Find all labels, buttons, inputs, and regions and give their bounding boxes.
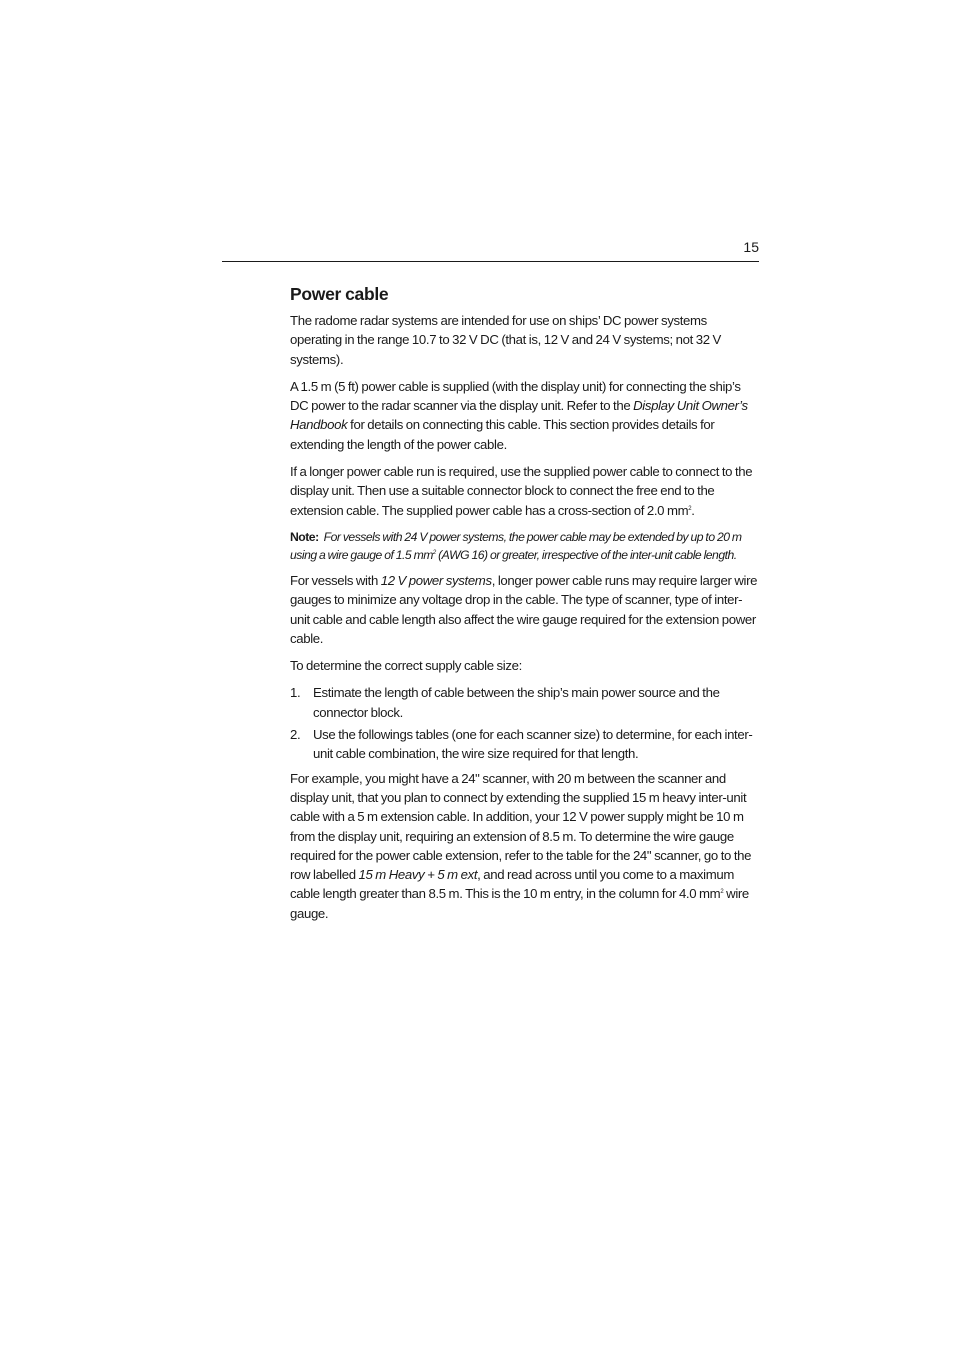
paragraph-text-start: A 1.5 m (5 ft) power cable is supplied (with the display unit) for connecting the ship’s DC power to the radar scanner via the display unit. Refer to the (290, 378, 741, 414)
paragraph-text: The radome radar systems are intended for use on ships’ DC power systems operating in the range 10.7 to 32 V DC (that is, 12 V and 24 V systems; not 32 V systems). (290, 313, 721, 367)
step-item (290, 683, 759, 722)
step-item (290, 725, 759, 764)
paragraph-text-end: . (691, 502, 695, 518)
superscript-squared: 2 (720, 889, 724, 896)
paragraph-text: To determine the correct supply cable size: (290, 658, 522, 674)
section-title: Power cable (290, 284, 389, 304)
paragraph-text-end: , longer power cable runs may require larger wire gauges to minimize any voltage drop in the cable. The type of scanner, type of inter-unit cable and cable length also affect the wire gauge required for the extension power cable. (290, 572, 758, 646)
paragraph-text-start: For example, you might have a 24" scanner, with 20 m between the scanner and display unit, that you plan to connect by extending the supplied 15 m heavy inter-unit cable with a 5 m extension cable. In addition, your 12 V power supply might be 10 m from the display unit, requiring an extension of 8.5 m. To determine the wire gauge required for the power cable extension, refer to the table for the 24" scanner, go to the row labelled (290, 770, 752, 883)
paragraph-text-start: For vessels with (290, 572, 381, 588)
step-text: Use the followings tables (one for each scanner size) to determine, for each inter-unit cable combination, the wire size required for that length. (313, 727, 753, 762)
step-text: Estimate the length of cable between the ship’s main power source and the connector block. (313, 685, 720, 720)
step-number: 2. (290, 727, 301, 743)
paragraph-voltage-range (290, 311, 759, 369)
paragraph-example (290, 769, 759, 923)
handbook-reference: Display Unit Owner’s Handbook (290, 398, 748, 433)
superscript-squared: 2 (432, 549, 436, 556)
paragraph-text-end: wire gauge. (290, 886, 749, 921)
paragraph-text-start: If a longer power cable run is required, use the supplied power cable to connect to the display unit. Then use a suitable connector block to connect the free end to the extension cable. The supplied power cable has a cross-section of 2.0 mm (290, 464, 753, 518)
paragraph-supplied-cable (290, 377, 759, 454)
paragraph-text-middle: , and read across until you come to a maximum cable length greater than 8.5 m. This is the 10 m entry, in the column for 4.0 mm (290, 867, 734, 902)
note-24v (290, 528, 759, 564)
step-number: 1. (290, 685, 301, 701)
superscript-squared: 2 (688, 505, 692, 512)
paragraph-longer-run (290, 462, 759, 520)
emphasis-row-label: 15 m Heavy + 5 m ext (358, 867, 478, 883)
paragraph-12v-systems (290, 571, 759, 648)
note-text-end: (AWG 16) or greater, irrespective of the inter-unit cable length. (435, 547, 737, 562)
paragraph-text-end: for details on connecting this cable. This section provides details for extending the length of the power cable. (290, 417, 715, 452)
emphasis-12v: 12 V power systems (380, 572, 492, 588)
steps-list (290, 683, 759, 763)
header-rule (222, 261, 759, 262)
note-label: Note: (290, 529, 319, 544)
note-text-start: For vessels with 24 V power systems, the power cable may be extended by up to 20 m using a wire gauge of 1.5 mm (290, 529, 742, 562)
page-content (290, 283, 759, 931)
paragraph-determine-size (290, 656, 759, 675)
page-number: 15 (743, 239, 759, 255)
